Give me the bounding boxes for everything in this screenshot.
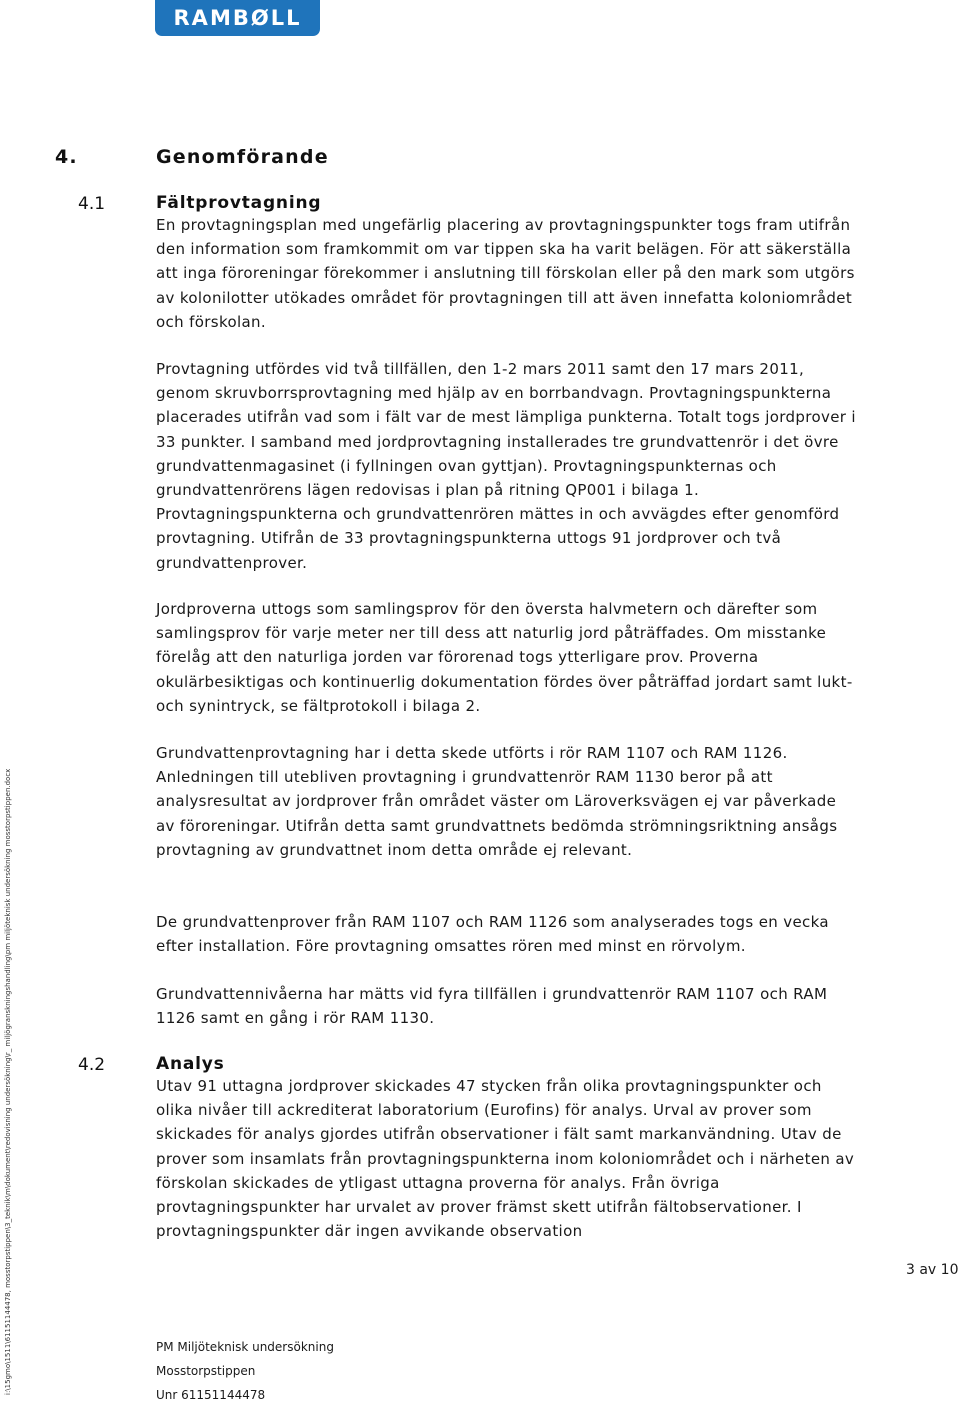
paragraph: Provtagning utfördes vid två tillfällen, den 1-2 mars 2011 samt den 17 mars 2011, genom skruvborrsprovtagning med hjälp av en borrbandvagn. Provtagningspunkterna placerades utifrån vad som i fält var de mest lämpliga punkterna. Totalt togs jordprover i 33 punkter. I samband med jordprovtagning installerades tre grundvattenrör i det övre grundvattenmagasinet (i fyllningen ovan gyttjan). Provtagningspunkternas och grundvattenrörens lägen redovisas i plan på ritning QP001 i bilaga 1. Provtagningspunkterna och grundvattenrören mättes in och avvägdes efter genomförd provtagning. Utifrån de 33 provtagningspunkterna uttogs 91 jordprover och två grundvattenprover. bbox=[156, 360, 856, 572]
section-4-2-number: 4.2 bbox=[78, 1055, 106, 1075]
rambøll-logo: RAMBØLL bbox=[155, 0, 320, 36]
footer-project-name: Mosstorpstippen bbox=[156, 1364, 256, 1378]
section-4-1-title: Fältprovtagning bbox=[156, 193, 322, 213]
section-4-number: 4. bbox=[55, 146, 78, 168]
section-4-2-title: Analys bbox=[156, 1054, 225, 1074]
footer-project-number: Unr 61151144478 bbox=[156, 1388, 266, 1402]
footer-document-title: PM Miljöteknisk undersökning bbox=[156, 1340, 334, 1354]
paragraph: De grundvattenprover från RAM 1107 och RAM 1126 som analyserades togs en vecka efter installation. Före provtagning omsattes rören med minst en rörvolym. bbox=[156, 913, 829, 956]
section-4-title: Genomförande bbox=[156, 146, 329, 168]
file-path-margin-text: i:\15gmo\1511\61151144478, mosstorpstippen\3_teknik\m\dokument\redovisning undersökning\r_ miljögranskningshandling\pm miljöteknisk undersökning mosstorpstippen.docx bbox=[4, 768, 12, 1395]
paragraph: En provtagningsplan med ungefärlig placering av provtagningspunkter togs fram utifrån den information som framkommit om var tippen ska ha varit belägen. För att säkerställa att inga föroreningar förekommer i anslutning till förskolan eller på den mark som utgörs av kolonilotter utökades området för provtagningen till att även innefatta koloniområdet och förskolan. bbox=[156, 216, 855, 331]
paragraph: Grundvattenprovtagning har i detta skede utförts i rör RAM 1107 och RAM 1126. Anledningen till utebliven provtagning i grundvattenrör RAM 1130 beror på att analysresultat av jordprover från området väster om Läroverksvägen ej var påverkade av föroreningar. Utifrån detta samt grundvattnets bedömda strömningsriktning ansågs provtagning av grundvattnet inom detta område ej relevant. bbox=[156, 744, 838, 859]
paragraph: Grundvattennivåerna har mätts vid fyra tillfällen i grundvattenrör RAM 1107 och RAM 1126 samt en gång i rör RAM 1130. bbox=[156, 985, 828, 1028]
page-number: 3 av 10 bbox=[906, 1262, 959, 1278]
paragraph: Utav 91 uttagna jordprover skickades 47 stycken från olika provtagningspunkter och olika nivåer till ackrediterat laboratorium (Eurofins) för analys. Urval av prover som skickades för analys gjordes utifrån observationer i fält samt markanvändning. Utav de prover som insamlats från provtagningspunkterna inom koloniområdet och i närheten av förskolan skickades de ytligast uttagna proverna för analys. Från övriga provtagningspunkter har urvalet av prover främst skett utifrån fältobservationer. I provtagningspunkter där ingen avvikande observation bbox=[156, 1077, 855, 1241]
paragraph: Jordproverna uttogs som samlingsprov för den översta halvmetern och därefter som samlingsprov för varje meter ner till dess att naturlig jord påträffades. Om misstanke förelåg att den naturliga jorden var förorenad togs ytterligare prov. Proverna okulärbesiktigas och kontinuerlig dokumentation fördes över påträffad jordart samt lukt- och synintryck, se fältprotokoll i bilaga 2. bbox=[156, 600, 853, 715]
section-4-1-number: 4.1 bbox=[78, 194, 106, 214]
